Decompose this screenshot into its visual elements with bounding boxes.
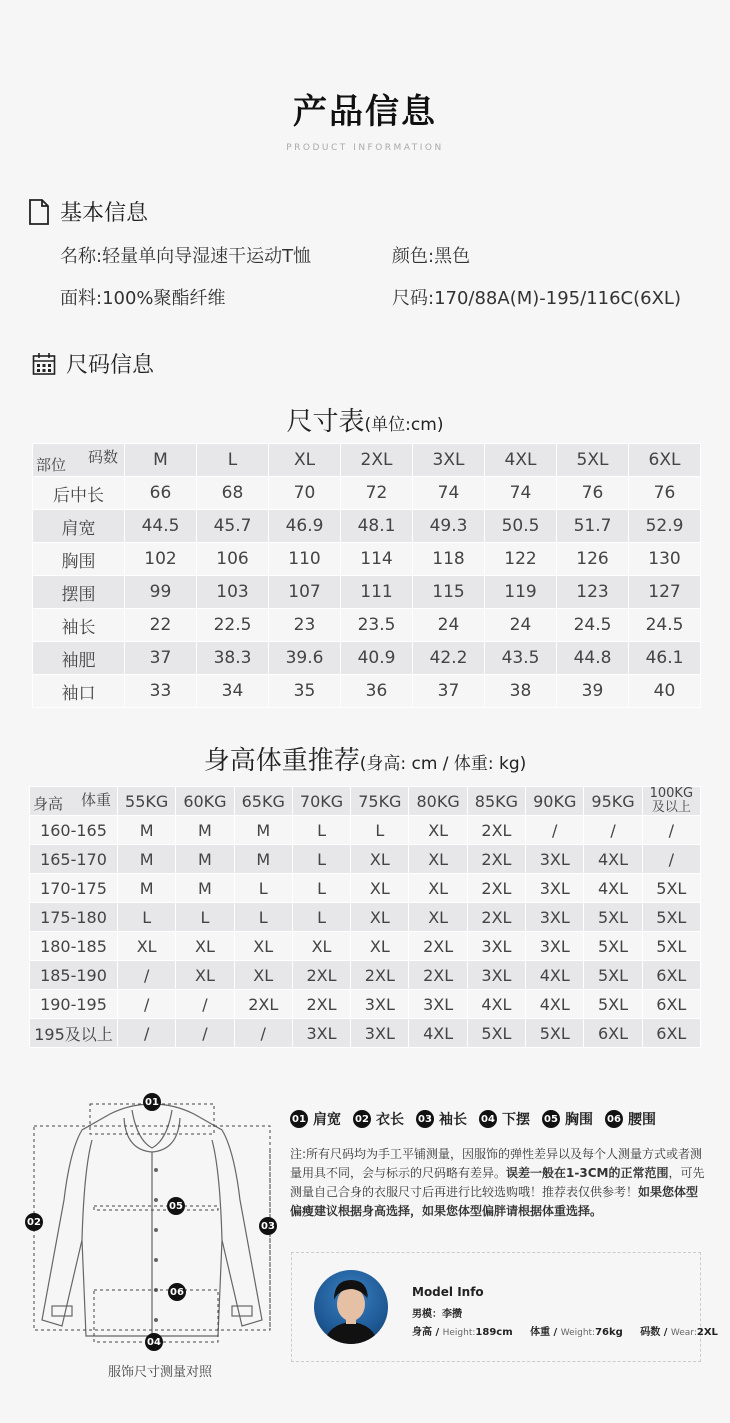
rec-cell: 3XL: [467, 932, 525, 961]
size-row-label: 摆围: [33, 576, 125, 609]
shirt-diagram-icon: [22, 1090, 284, 1360]
legend-number: 05: [542, 1110, 560, 1128]
weight-header-line1: 100KG: [649, 786, 694, 801]
size-cell: 114: [341, 543, 413, 576]
size-cell: 38: [485, 675, 557, 708]
product-name: 名称:轻量单向导湿速干运动T恤: [60, 246, 312, 267]
size-column-header: XL: [269, 444, 341, 477]
basic-info-heading: [28, 196, 148, 227]
size-cell: 24: [413, 609, 485, 642]
marker-04: 04: [145, 1333, 163, 1351]
size-cell: 103: [197, 576, 269, 609]
size-cell: 44.5: [125, 510, 197, 543]
size-table-row: [33, 477, 701, 510]
rec-cell: L: [292, 874, 350, 903]
note-text-1: 注:所有尺码均为手工平铺测量，因服饰的弹性差异以及每个人测量方式或者测量用具不同，会与标示的尺码略有差异。: [290, 1147, 703, 1180]
size-cell: 43.5: [485, 642, 557, 675]
rec-cell: L: [234, 874, 292, 903]
rec-cell: 2XL: [292, 961, 350, 990]
rec-cell: 5XL: [584, 961, 642, 990]
size-cell: 118: [413, 543, 485, 576]
height-row-label: 160-165: [30, 816, 118, 845]
size-cell: 119: [485, 576, 557, 609]
rec-cell: XL: [351, 932, 409, 961]
wear-label-en: Wear:: [670, 1328, 697, 1338]
weight-value: 76kg: [595, 1327, 623, 1338]
rec-cell: 2XL: [351, 961, 409, 990]
rec-cell: 5XL: [526, 1019, 584, 1048]
rec-cell: XL: [118, 932, 176, 961]
model-avatar: [314, 1270, 388, 1344]
height-row-label: 170-175: [30, 874, 118, 903]
size-cell: 76: [557, 477, 629, 510]
rec-cell: 4XL: [584, 874, 642, 903]
rec-cell: 4XL: [584, 845, 642, 874]
rec-cell: M: [176, 874, 234, 903]
size-cell: 123: [557, 576, 629, 609]
rec-cell: /: [234, 1019, 292, 1048]
legend-number: 03: [416, 1110, 434, 1128]
marker-01: 01: [143, 1093, 161, 1111]
weight-column-header: 75KG: [351, 787, 409, 816]
measurement-note: [290, 1145, 706, 1221]
rec-cell: 4XL: [526, 990, 584, 1019]
legend-label: 衣长: [376, 1112, 404, 1128]
size-cell: 111: [341, 576, 413, 609]
model-name: 男模：李攒: [412, 1309, 462, 1320]
rec-cell: 5XL: [642, 903, 700, 932]
note-text-3: ，可先测量自己合身的衣服尺寸后再进行比较选购哦！推荐表仅供参考！: [290, 1166, 705, 1199]
legend-item: [290, 1109, 341, 1129]
size-cell: 23.5: [341, 609, 413, 642]
rec-cell: 3XL: [526, 874, 584, 903]
height-row-label: 190-195: [30, 990, 118, 1019]
size-table-row: [33, 576, 701, 609]
size-row-label: 袖长: [33, 609, 125, 642]
product-fabric: 面料:100%聚酯纤维: [60, 288, 226, 309]
size-cell: 74: [413, 477, 485, 510]
size-table-row: [33, 543, 701, 576]
size-cell: 44.8: [557, 642, 629, 675]
legend-number: 01: [290, 1110, 308, 1128]
size-cell: 40: [629, 675, 701, 708]
size-table-row: [33, 675, 701, 708]
rec-cell: 6XL: [642, 990, 700, 1019]
weight-label-en: Weight:: [560, 1328, 596, 1338]
size-cell: 51.7: [557, 510, 629, 543]
rec-cell: L: [292, 845, 350, 874]
size-table-row: [33, 642, 701, 675]
rec-cell: 2XL: [234, 990, 292, 1019]
rec-cell: 5XL: [642, 874, 700, 903]
rec-cell: 3XL: [351, 990, 409, 1019]
rec-cell: XL: [176, 961, 234, 990]
rec-cell: /: [526, 816, 584, 845]
size-cell: 22.5: [197, 609, 269, 642]
basic-info-title: 基本信息: [60, 201, 149, 226]
size-cell: 68: [197, 477, 269, 510]
rec-table: [29, 786, 701, 1048]
height-value: 189cm: [475, 1327, 513, 1338]
rec-cell: 3XL: [526, 932, 584, 961]
model-info-title: Model Info: [412, 1285, 484, 1299]
size-column-header: 5XL: [557, 444, 629, 477]
size-cell: 23: [269, 609, 341, 642]
size-cell: 36: [341, 675, 413, 708]
rec-cell: 2XL: [409, 961, 467, 990]
rec-table-row: [30, 990, 701, 1019]
rec-cell: 4XL: [467, 990, 525, 1019]
rec-cell: M: [234, 816, 292, 845]
document-icon: [28, 199, 50, 225]
weight-label: 体重 /: [530, 1327, 561, 1338]
size-table-title-text: 尺寸表: [286, 407, 365, 437]
marker-05: 05: [167, 1197, 185, 1215]
legend-number: 02: [353, 1110, 371, 1128]
marker-03: 03: [259, 1217, 277, 1235]
rec-table-row: [30, 903, 701, 932]
size-cell: 46.9: [269, 510, 341, 543]
rec-cell: 2XL: [467, 903, 525, 932]
legend-item: [542, 1109, 593, 1129]
rec-cell: 3XL: [409, 990, 467, 1019]
legend-item: [605, 1109, 656, 1129]
rec-cell: 3XL: [526, 903, 584, 932]
legend-item: [416, 1109, 467, 1129]
size-cell: 130: [629, 543, 701, 576]
rec-cell: /: [642, 845, 700, 874]
size-column-header: 4XL: [485, 444, 557, 477]
legend-label: 下摆: [502, 1112, 530, 1128]
rec-table-row: [30, 932, 701, 961]
size-cell: 39.6: [269, 642, 341, 675]
calendar-icon: [32, 352, 56, 376]
size-column-header: 3XL: [413, 444, 485, 477]
size-cell: 107: [269, 576, 341, 609]
wear-value: 2XL: [696, 1327, 718, 1338]
size-cell: 40.9: [341, 642, 413, 675]
rec-cell: L: [351, 816, 409, 845]
weight-column-header: 60KG: [176, 787, 234, 816]
page-title: 产品信息: [293, 92, 437, 132]
size-table-unit: (单位:cm): [364, 415, 444, 435]
size-cell: 76: [629, 477, 701, 510]
wear-label: 码数 /: [640, 1327, 671, 1338]
size-cell: 74: [485, 477, 557, 510]
size-cell: 127: [629, 576, 701, 609]
size-cell: 48.1: [341, 510, 413, 543]
size-cell: 24.5: [557, 609, 629, 642]
rec-cell: XL: [409, 816, 467, 845]
rec-cell: 2XL: [292, 990, 350, 1019]
rec-cell: 2XL: [467, 816, 525, 845]
size-cell: 72: [341, 477, 413, 510]
rec-table-corner: [30, 787, 118, 816]
size-cell: 102: [125, 543, 197, 576]
note-text-4: 如果您体型偏瘦建议根据身高选择，如果您体型偏胖请根据体重选择。: [290, 1185, 699, 1218]
height-row-label: 195及以上: [30, 1019, 118, 1048]
weight-column-header: 70KG: [292, 787, 350, 816]
rec-table-row: [30, 961, 701, 990]
corner-height-label: 身高: [33, 795, 64, 813]
rec-cell: M: [176, 816, 234, 845]
rec-table-title-text: 身高体重推荐: [203, 746, 360, 776]
weight-column-header: 90KG: [526, 787, 584, 816]
measurement-legend: [290, 1109, 656, 1129]
legend-label: 胸围: [565, 1112, 593, 1128]
size-table-row: [33, 609, 701, 642]
size-row-label: 肩宽: [33, 510, 125, 543]
size-cell: 122: [485, 543, 557, 576]
rec-cell: /: [118, 961, 176, 990]
size-table-row: [33, 510, 701, 543]
rec-cell: M: [118, 816, 176, 845]
size-cell: 38.3: [197, 642, 269, 675]
rec-cell: XL: [234, 961, 292, 990]
height-row-label: 165-170: [30, 845, 118, 874]
rec-table-row: [30, 816, 701, 845]
height-row-label: 185-190: [30, 961, 118, 990]
rec-cell: 3XL: [526, 845, 584, 874]
legend-label: 肩宽: [313, 1112, 341, 1128]
rec-cell: 5XL: [467, 1019, 525, 1048]
rec-table-unit: (身高: cm / 体重: kg): [359, 754, 527, 774]
product-size-range: 尺码:170/88A(M)-195/116C(6XL): [392, 288, 681, 309]
rec-cell: 6XL: [642, 1019, 700, 1048]
corner-weight-label: 体重: [80, 791, 111, 809]
size-cell: 106: [197, 543, 269, 576]
legend-label: 袖长: [439, 1112, 467, 1128]
rec-cell: /: [584, 816, 642, 845]
rec-cell: M: [176, 845, 234, 874]
page-subtitle: PRODUCT INFORMATION: [286, 143, 444, 153]
size-column-header: 6XL: [629, 444, 701, 477]
size-cell: 22: [125, 609, 197, 642]
size-row-label: 袖肥: [33, 642, 125, 675]
rec-cell: 3XL: [467, 961, 525, 990]
rec-table-title: [0, 740, 730, 777]
size-cell: 37: [413, 675, 485, 708]
rec-cell: 2XL: [467, 845, 525, 874]
size-row-label: 胸围: [33, 543, 125, 576]
size-cell: 46.1: [629, 642, 701, 675]
marker-06: 06: [168, 1283, 186, 1301]
rec-cell: /: [176, 1019, 234, 1048]
weight-column-header: 80KG: [409, 787, 467, 816]
height-label: 身高 /: [412, 1327, 443, 1338]
product-color: 颜色:黑色: [392, 246, 471, 267]
size-cell: 24: [485, 609, 557, 642]
rec-cell: /: [176, 990, 234, 1019]
rec-cell: 5XL: [584, 990, 642, 1019]
legend-number: 06: [605, 1110, 623, 1128]
size-cell: 39: [557, 675, 629, 708]
size-table: [32, 443, 701, 708]
size-cell: 66: [125, 477, 197, 510]
rec-cell: 5XL: [642, 932, 700, 961]
rec-cell: 2XL: [467, 874, 525, 903]
size-cell: 99: [125, 576, 197, 609]
rec-cell: L: [118, 903, 176, 932]
size-cell: 45.7: [197, 510, 269, 543]
rec-cell: M: [234, 845, 292, 874]
weight-column-header: [642, 787, 700, 816]
rec-cell: XL: [409, 845, 467, 874]
size-table-corner: [33, 444, 125, 477]
size-cell: 70: [269, 477, 341, 510]
corner-size-label: 码数: [87, 448, 118, 466]
height-row-label: 175-180: [30, 903, 118, 932]
corner-part-label: 部位: [36, 456, 67, 474]
rec-table-row: [30, 1019, 701, 1048]
rec-cell: L: [292, 816, 350, 845]
size-cell: 50.5: [485, 510, 557, 543]
rec-cell: XL: [351, 845, 409, 874]
legend-item: [353, 1109, 404, 1129]
weight-column-header: 85KG: [467, 787, 525, 816]
rec-cell: XL: [292, 932, 350, 961]
size-cell: 52.9: [629, 510, 701, 543]
size-column-header: M: [125, 444, 197, 477]
diagram-caption: 服饰尺寸测量对照: [107, 1365, 212, 1380]
weight-column-header: 55KG: [118, 787, 176, 816]
model-info-card: [291, 1252, 718, 1362]
rec-cell: /: [118, 1019, 176, 1048]
legend-number: 04: [479, 1110, 497, 1128]
rec-cell: 2XL: [409, 932, 467, 961]
size-cell: 110: [269, 543, 341, 576]
model-stats: [412, 1323, 718, 1338]
height-label-en: Height:: [442, 1328, 476, 1338]
size-info-title: 尺码信息: [66, 353, 155, 378]
size-cell: 115: [413, 576, 485, 609]
rec-cell: XL: [351, 874, 409, 903]
marker-02: 02: [25, 1213, 43, 1231]
rec-cell: L: [234, 903, 292, 932]
size-cell: 24.5: [629, 609, 701, 642]
size-cell: 34: [197, 675, 269, 708]
rec-cell: 4XL: [409, 1019, 467, 1048]
size-cell: 126: [557, 543, 629, 576]
rec-cell: M: [118, 845, 176, 874]
size-row-label: 袖口: [33, 675, 125, 708]
rec-cell: /: [642, 816, 700, 845]
size-column-header: 2XL: [341, 444, 413, 477]
size-cell: 42.2: [413, 642, 485, 675]
rec-cell: XL: [234, 932, 292, 961]
rec-cell: /: [118, 990, 176, 1019]
size-cell: 35: [269, 675, 341, 708]
size-cell: 37: [125, 642, 197, 675]
rec-cell: 5XL: [584, 903, 642, 932]
rec-cell: XL: [351, 903, 409, 932]
rec-cell: L: [176, 903, 234, 932]
rec-cell: XL: [409, 903, 467, 932]
weight-column-header: 65KG: [234, 787, 292, 816]
size-info-heading: [32, 348, 154, 379]
rec-cell: 3XL: [292, 1019, 350, 1048]
note-text-2: 误差一般在1-3CM的正常范围: [506, 1166, 669, 1180]
size-cell: 33: [125, 675, 197, 708]
weight-header-line2: 及以上: [651, 800, 691, 815]
rec-cell: 4XL: [526, 961, 584, 990]
rec-cell: 6XL: [584, 1019, 642, 1048]
size-row-label: 后中长: [33, 477, 125, 510]
weight-column-header: 95KG: [584, 787, 642, 816]
rec-cell: 5XL: [584, 932, 642, 961]
rec-cell: 3XL: [351, 1019, 409, 1048]
rec-cell: 6XL: [642, 961, 700, 990]
rec-cell: M: [118, 874, 176, 903]
rec-cell: XL: [176, 932, 234, 961]
size-table-title: [0, 401, 730, 438]
rec-cell: L: [292, 903, 350, 932]
legend-item: [479, 1109, 530, 1129]
rec-table-row: [30, 874, 701, 903]
size-cell: 49.3: [413, 510, 485, 543]
height-row-label: 180-185: [30, 932, 118, 961]
legend-label: 腰围: [628, 1112, 656, 1128]
size-column-header: L: [197, 444, 269, 477]
rec-cell: XL: [409, 874, 467, 903]
rec-table-row: [30, 845, 701, 874]
